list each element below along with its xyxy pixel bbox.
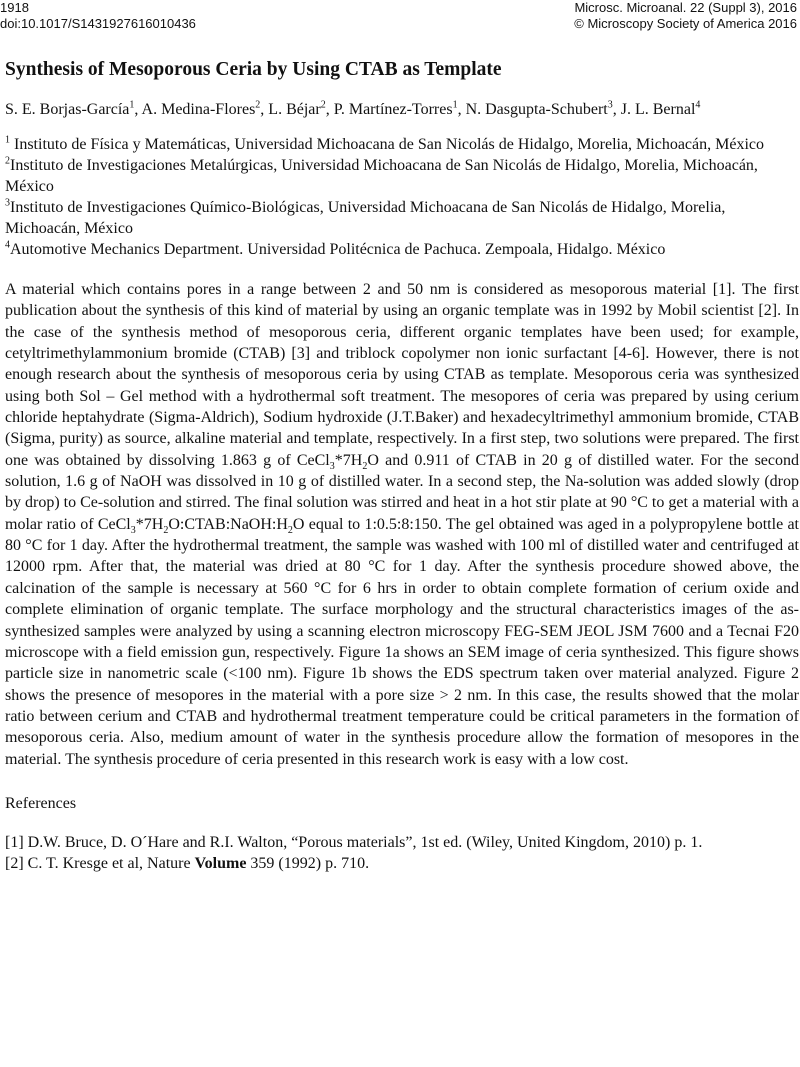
author: S. E. Borjas-García <box>5 101 130 118</box>
author-aff: 1 <box>452 99 458 111</box>
page-number: 1918 <box>0 0 29 15</box>
references-heading: References <box>5 794 77 812</box>
affiliation: $^3$Instituto de Investigaciones Químico-Biológicas, Universidad Michoacana de San Nicolás de Hidalgo, Morelia, Michoacán, México <box>5 197 726 237</box>
affiliation: $^2$Instituto de Investigaciones Metalúrgicas, Universidad Michoacana de San Nicolás de Hidalgo, Morelia, Michoacán, México <box>5 155 758 195</box>
doi: doi:10.1017/S1431927616010436 <box>0 16 196 31</box>
reference-1: [1] D.W. Bruce, D. O´Hare and R.I. Walton, “Porous materials”, 1st ed. (Wiley, United Kingdom, 2010) p. 1. <box>5 833 703 851</box>
author-aff: 1 <box>129 99 135 111</box>
copyright: © Microscopy Society of America 2016 <box>574 16 797 31</box>
author-aff: 2 <box>255 99 261 111</box>
paper-title: Synthesis of Mesoporous Ceria by Using CTAB as Template <box>5 59 502 80</box>
author-aff: 4 <box>695 99 701 111</box>
author: A. Medina-Flores <box>141 101 256 118</box>
paper <box>5 58 799 874</box>
header-right <box>574 0 797 32</box>
author: P. Martínez-Torres <box>333 101 453 118</box>
author-aff: 3 <box>607 99 613 111</box>
author-aff: 2 <box>320 99 326 111</box>
author: N. Dasgupta-Schubert <box>465 101 608 118</box>
author-list: S. E. Borjas-García$^1$, A. Medina-Flores$^2$, L. Béjar$^2$, P. Martínez-Torres$^1$, N. Dasgupta-Schubert$^3$, J. L. Bernal$^4$ <box>5 99 701 118</box>
author: J. L. Bernal <box>620 101 696 118</box>
affiliation: $^1$ Instituto de Física y Matemáticas, Universidad Michoacana de San Nicolás de Hidalgo, Morelia, Michoacán, México <box>5 134 765 153</box>
journal-citation: Microsc. Microanal. 22 (Suppl 3), 2016 <box>574 0 797 15</box>
abstract-body: A material which contains pores in a range between 2 and 50 nm is considered as mesoporous material [1]. The first publication about the synthesis of this kind of material by using an organic template was in 1992 by Mobil scientist [2]. In the case of the synthesis method of mesoporous ceria, different organic templates have been used; for example, cetyltrimethylammonium bromide (CTAB) [3] and triblock copolymer non ionic surfactant [4-6]. However, there is not enough research about the synthesis of mesoporous ceria by using CTAB as template. Mesoporous ceria was synthesized using both Sol – Gel method with a hydrothermal soft treatment. The mesopores of ceria was prepared by using cerium chloride heptahydrate (Sigma-Aldrich), Sodium hydroxide (J.T.Baker) and hexadecyltrimethyl ammonium bromide, CTAB (Sigma, purity) as source, alkaline material and template, respectively. In a first step, two solutions were prepared. The first one was obtained by dissolving 1.863 g of $CeCl_3*7H_2O$ and 0.911 of CTAB in 20 g of distilled water. For the second solution, 1.6 g of NaOH was dissolved in 10 g of distilled water. In a second step, the Na-solution was added slowly (drop by drop) to Ce-solution and stirred. The final solution was stirred and heat in a hot stir plate at 90 °C to get a material with a molar ratio of $CeCl_3*7H_2O:CTAB:NaOH:H_2O$ equal to 1:0.5:8:150. The gel obtained was aged in a polypropylene bottle at 80 °C for 1 day. After the hydrothermal treatment, the sample was washed with 100 ml of distilled water and centrifuged at 12000 rpm. After that, the material was dried at 80 °C for 1 day. After the synthesis procedure showed above, the calcination of the sample is necessary at 560 °C for 6 hrs in order to obtain complete formation of cerium oxide and complete elimination of organic template. The surface morphology and the structural characteristics images of the as-synthesized samples were analyzed by using a scanning electron microscopy FEG-SEM JEOL JSM 7600 and a Tecnai F20 microscope with a field emission gun, respectively. Figure 1a shows an SEM image of ceria synthesized. This figure shows particle size in nanometric scale (<100 nm). Figure 1b shows the EDS spectrum taken over material analyzed. Figure 2 shows the presence of mesopores in the material with a pore size > 2 nm. In this case, the results showed that the molar ratio between cerium and CTAB and hydrothermal treatment temperature could be critical parameters in the formation of mesoporous ceria. Also, medium amount of water in the synthesis procedure allow the formation of mesopores in the material. The synthesis procedure of ceria presented in this research work is easy with a low cost. <box>5 281 800 768</box>
author: L. Béjar <box>268 101 321 118</box>
reference-2: [2] C. T. Kresge et al, Nature Volume 359 (1992) p. 710. <box>5 854 370 872</box>
affiliation: $^4$Automotive Mechanics Department. Universidad Politécnica de Pachuca. Zempoala, Hidalgo. México <box>5 239 666 258</box>
affiliation-list <box>5 134 799 260</box>
header-left <box>0 0 196 32</box>
